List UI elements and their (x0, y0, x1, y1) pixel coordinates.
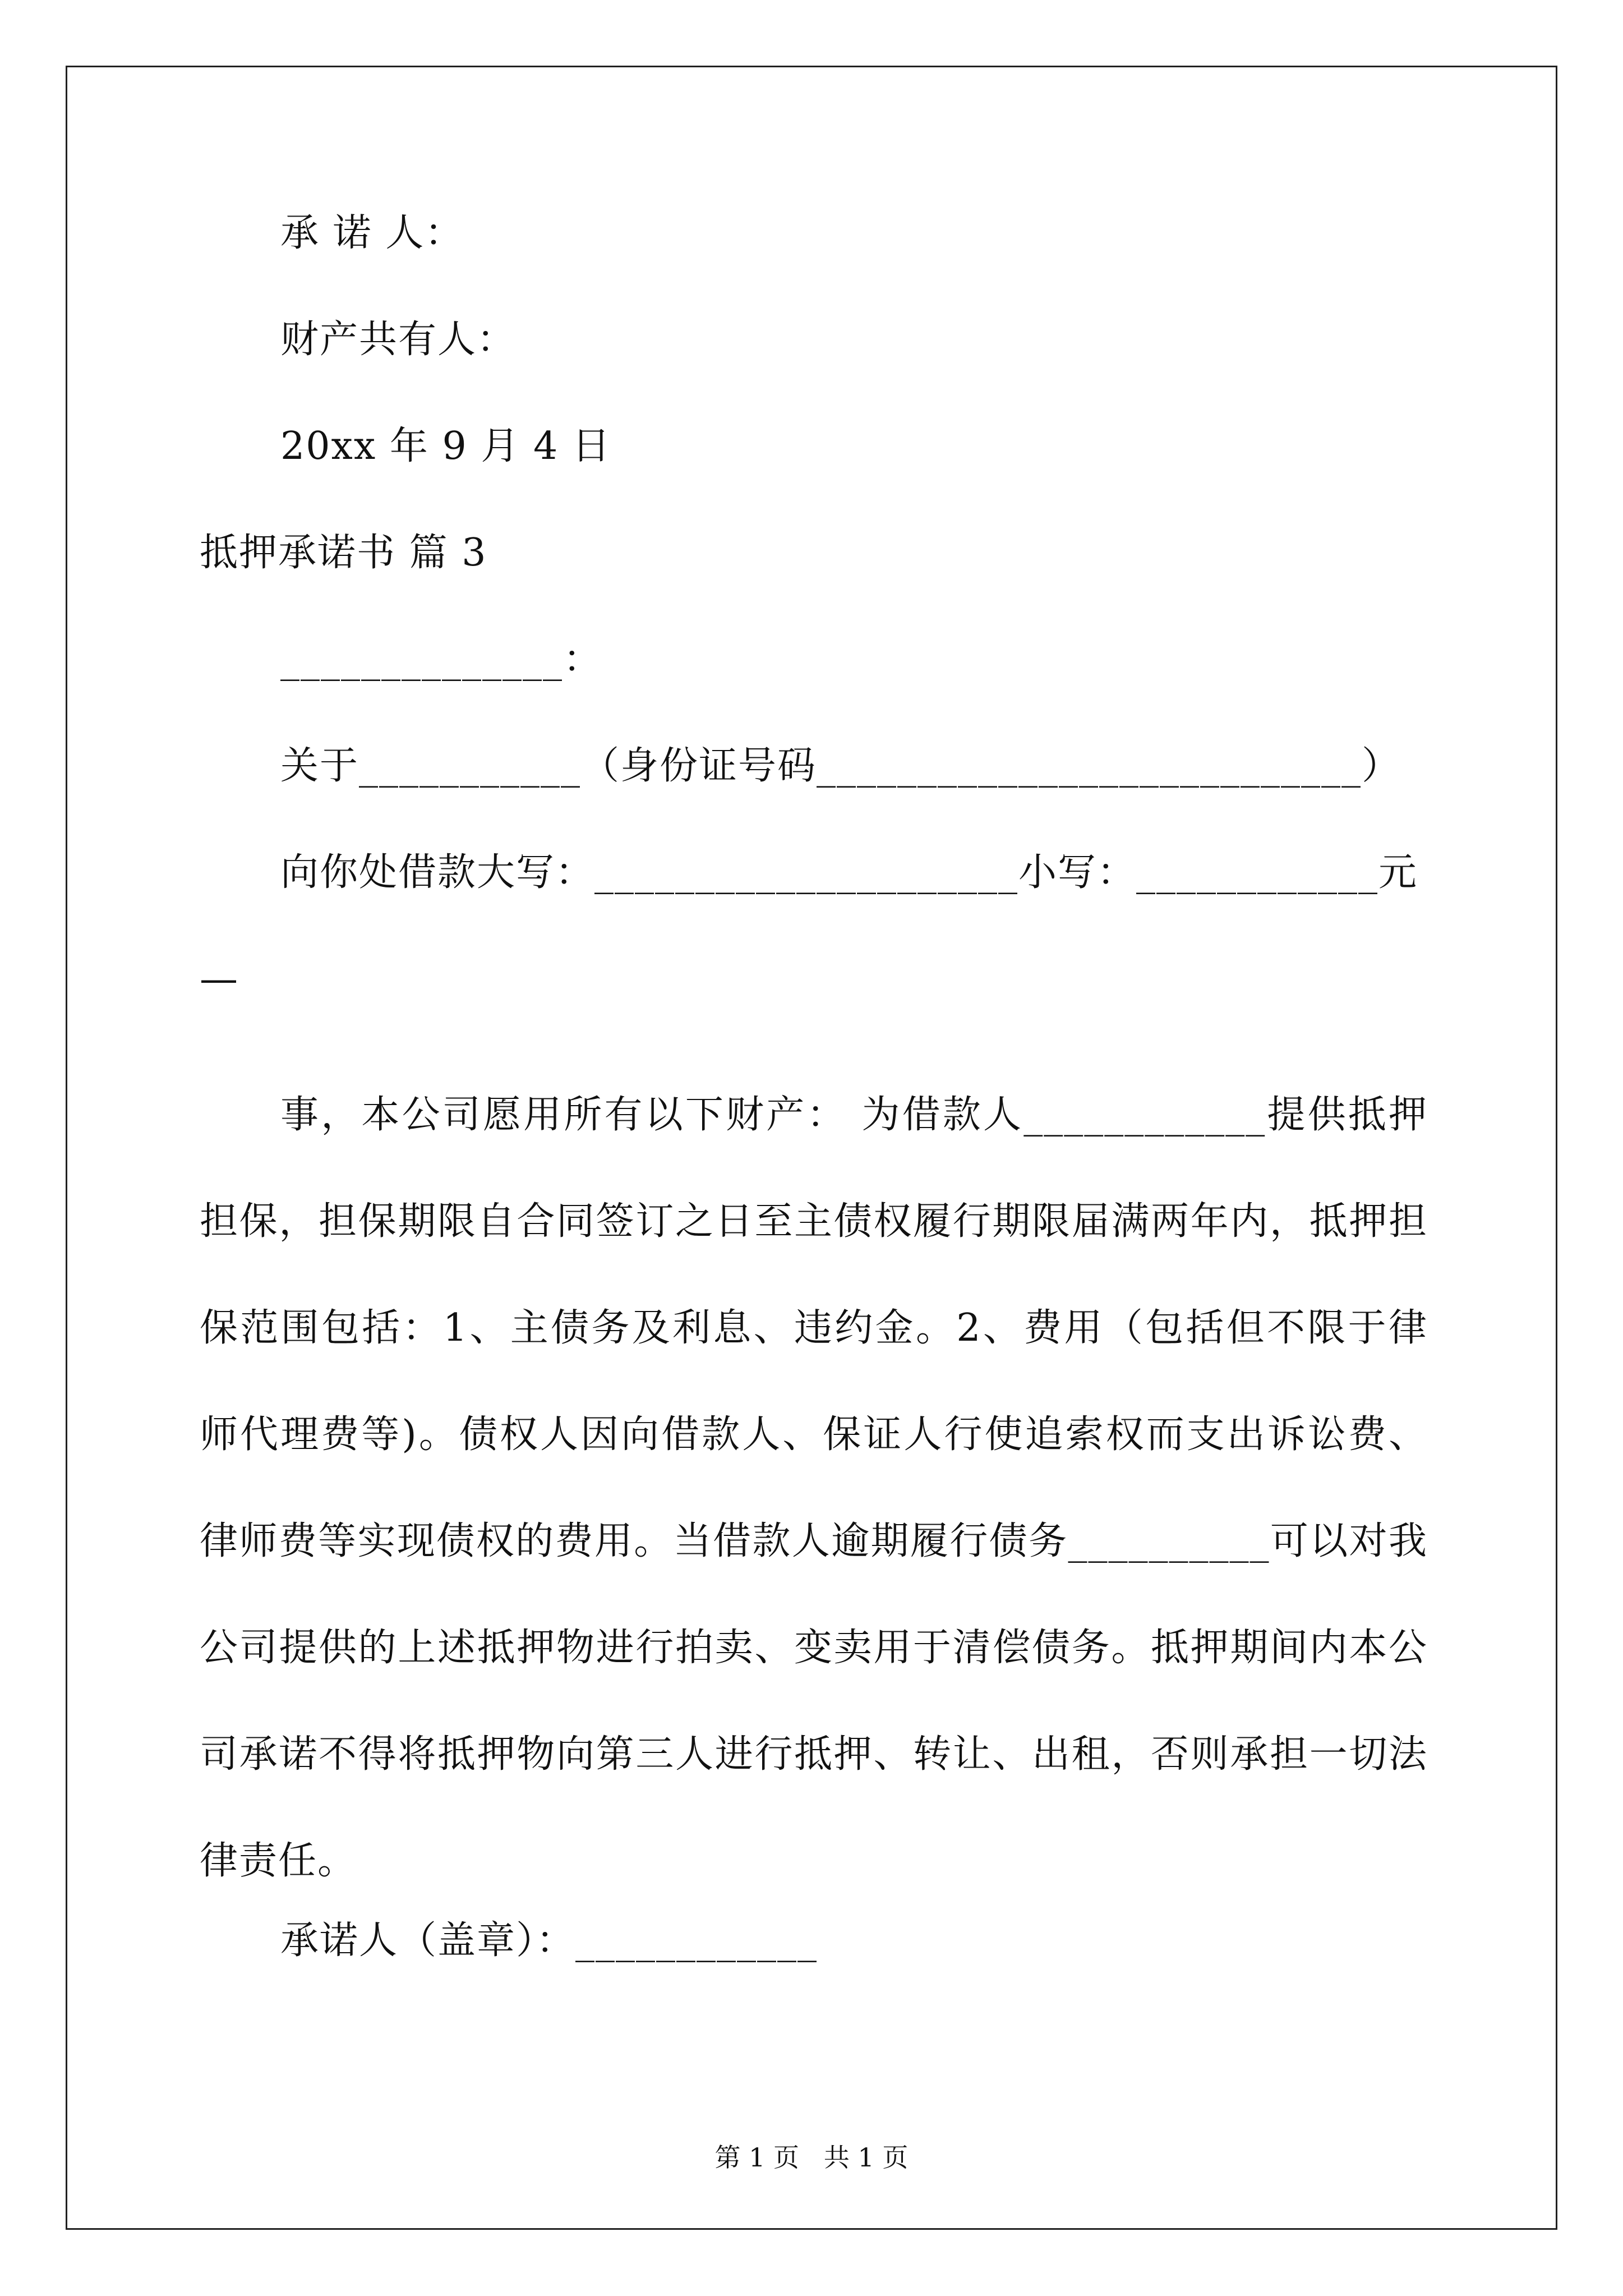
addressee-line: ______________： (280, 637, 603, 682)
co-owner-line: 财产共有人： (280, 318, 517, 362)
section-title: 抵押承诺书 篇 3 (200, 531, 487, 575)
signature-line: 承诺人（盖章）：____________ (280, 1918, 818, 1963)
about-line: 关于___________（身份证号码___________________________） (280, 744, 1401, 788)
page-footer: 第 1 页 共 1 页 (714, 2142, 909, 2173)
date-line: 20xx 年 9 月 4 日 (280, 424, 611, 468)
body-paragraph: 事，本公司愿用所有以下财产： 为借款人____________提供抵押担保，担保期限自合同签订之日至主债权履行期限届满两年内，抵押担保范围包括：1、主债务及利息、违约金。2、费用（包括但不限于律师代理费等)。债权人因向借款人、保证人行使追索权而支出诉讼费、律师费等实现债权的费用。当借款人逾期履行债务__________可以对我公司提供的上述抵押物进行拍卖、变卖用于清偿债务。抵押期间内本公司承诺不得将抵押物向第三人进行抵押、转让、出租，否则承担一切法律责任。 (200, 1093, 1428, 1883)
dash-line: — (200, 957, 239, 1001)
promisor-line: 承 诺 人： (280, 211, 464, 255)
loan-amount-line: 向你处借款大写：_____________________小写：____________元 (280, 850, 1418, 895)
